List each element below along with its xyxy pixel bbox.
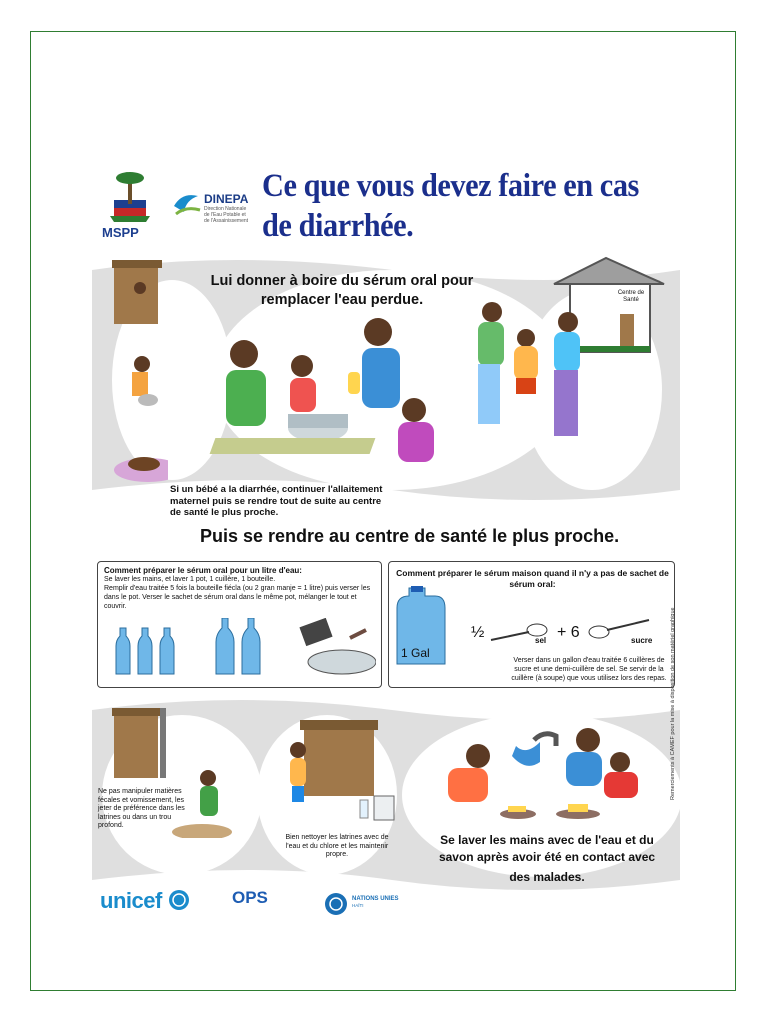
serum-recipe-line2: Remplir d'eau traitée 5 fois la bouteille fiécla (ou 2 gran manje = 1 litre) puis verser les dans le pot. Verser le sachet de sérum oral dans le même pot, mélanger le tout et couvrir. xyxy=(104,585,371,610)
poster xyxy=(92,160,680,935)
un-haiti-logo xyxy=(324,892,399,921)
salt-label: sel xyxy=(535,636,547,645)
unicef-globe-icon xyxy=(167,889,191,911)
poster-title: Ce que vous devez faire en cas de diarrhée. xyxy=(262,168,639,244)
latrine-cleaning-illustration xyxy=(280,716,400,826)
waste-disposal-note: Ne pas manipuler matières fécales et vomissement, les jeter de préférence dans les latrines ou dans un trou profond. xyxy=(98,788,185,829)
handwashing-illustration xyxy=(438,716,652,826)
un-emblem-icon xyxy=(324,892,348,916)
sugar-label: sucre xyxy=(631,636,653,645)
gallon-label: 1 Gal xyxy=(401,646,430,660)
ops-logo xyxy=(232,888,268,908)
family-drinking-serum-illustration xyxy=(202,310,452,470)
latrine-and-child-illustration xyxy=(108,260,168,490)
serum-recipe-box xyxy=(97,561,382,688)
handwashing-message-end: des malades. xyxy=(509,870,585,884)
latrine-cleaning-note: Bien nettoyer les latrines avec de l'eau et du chlore et les maintenir propre. xyxy=(285,834,389,858)
health-center-label: Centre de Santé xyxy=(617,290,645,303)
serum-recipe-line1: Se laver les mains, et laver 1 pot, 1 cuillère, 1 bouteille. xyxy=(104,576,276,583)
health-center-banner: Puis se rendre au centre de santé le plus proche. xyxy=(200,526,620,546)
section1-title: Lui donner à boire du sérum oral pour remplacer l'eau perdue. xyxy=(210,273,474,308)
un-title: NATIONS UNIES xyxy=(352,896,399,902)
unicef-logo xyxy=(100,888,191,914)
dinepa-label: DINEPA xyxy=(204,192,249,206)
mspp-label: MSPP xyxy=(102,225,139,240)
haiti-coat-of-arms-icon xyxy=(100,170,160,222)
dinepa-subtitle: Direction Nationale de l'Eau Potable et de l'Assainissement xyxy=(204,206,249,224)
homemade-serum-box xyxy=(388,561,675,688)
bottles-and-bowl-illustration xyxy=(106,618,376,682)
un-subtitle: HAÏTI xyxy=(352,903,364,908)
baby-note: Si un bébé a la diarrhée, continuer l'allaitement maternel puis se rendre tout de suite au centre de santé le plus proche. xyxy=(170,484,383,518)
homemade-serum-instructions: Verser dans un gallon d'eau traitée 6 cuillères de sucre et une demi-cuillère de sel. Se servir de la cuillère (à soupe) que vous utilisez lors des repas. xyxy=(511,657,667,682)
people-going-to-health-center-illustration xyxy=(460,252,670,452)
homemade-serum-heading: Comment préparer le sérum maison quand il n'y a pas de sachet de sérum oral: xyxy=(396,568,669,589)
serum-recipe-heading: Comment préparer le sérum oral pour un litre d'eau: xyxy=(104,566,302,575)
mspp-logo xyxy=(100,170,160,240)
half-fraction: ½ xyxy=(471,624,485,641)
dinepa-logo xyxy=(172,184,252,224)
credit-vertical-text: Remerciements à CAMEF pour la mise à disposition de son matériel graphique xyxy=(670,607,676,800)
unicef-label: unicef xyxy=(100,888,162,913)
ops-label: OPS xyxy=(232,888,268,907)
handwashing-message: Se laver les mains avec de l'eau et du savon après avoir été en contact avec xyxy=(438,833,656,864)
dinepa-wave-icon xyxy=(172,188,202,218)
plus-six: + 6 xyxy=(557,624,580,641)
